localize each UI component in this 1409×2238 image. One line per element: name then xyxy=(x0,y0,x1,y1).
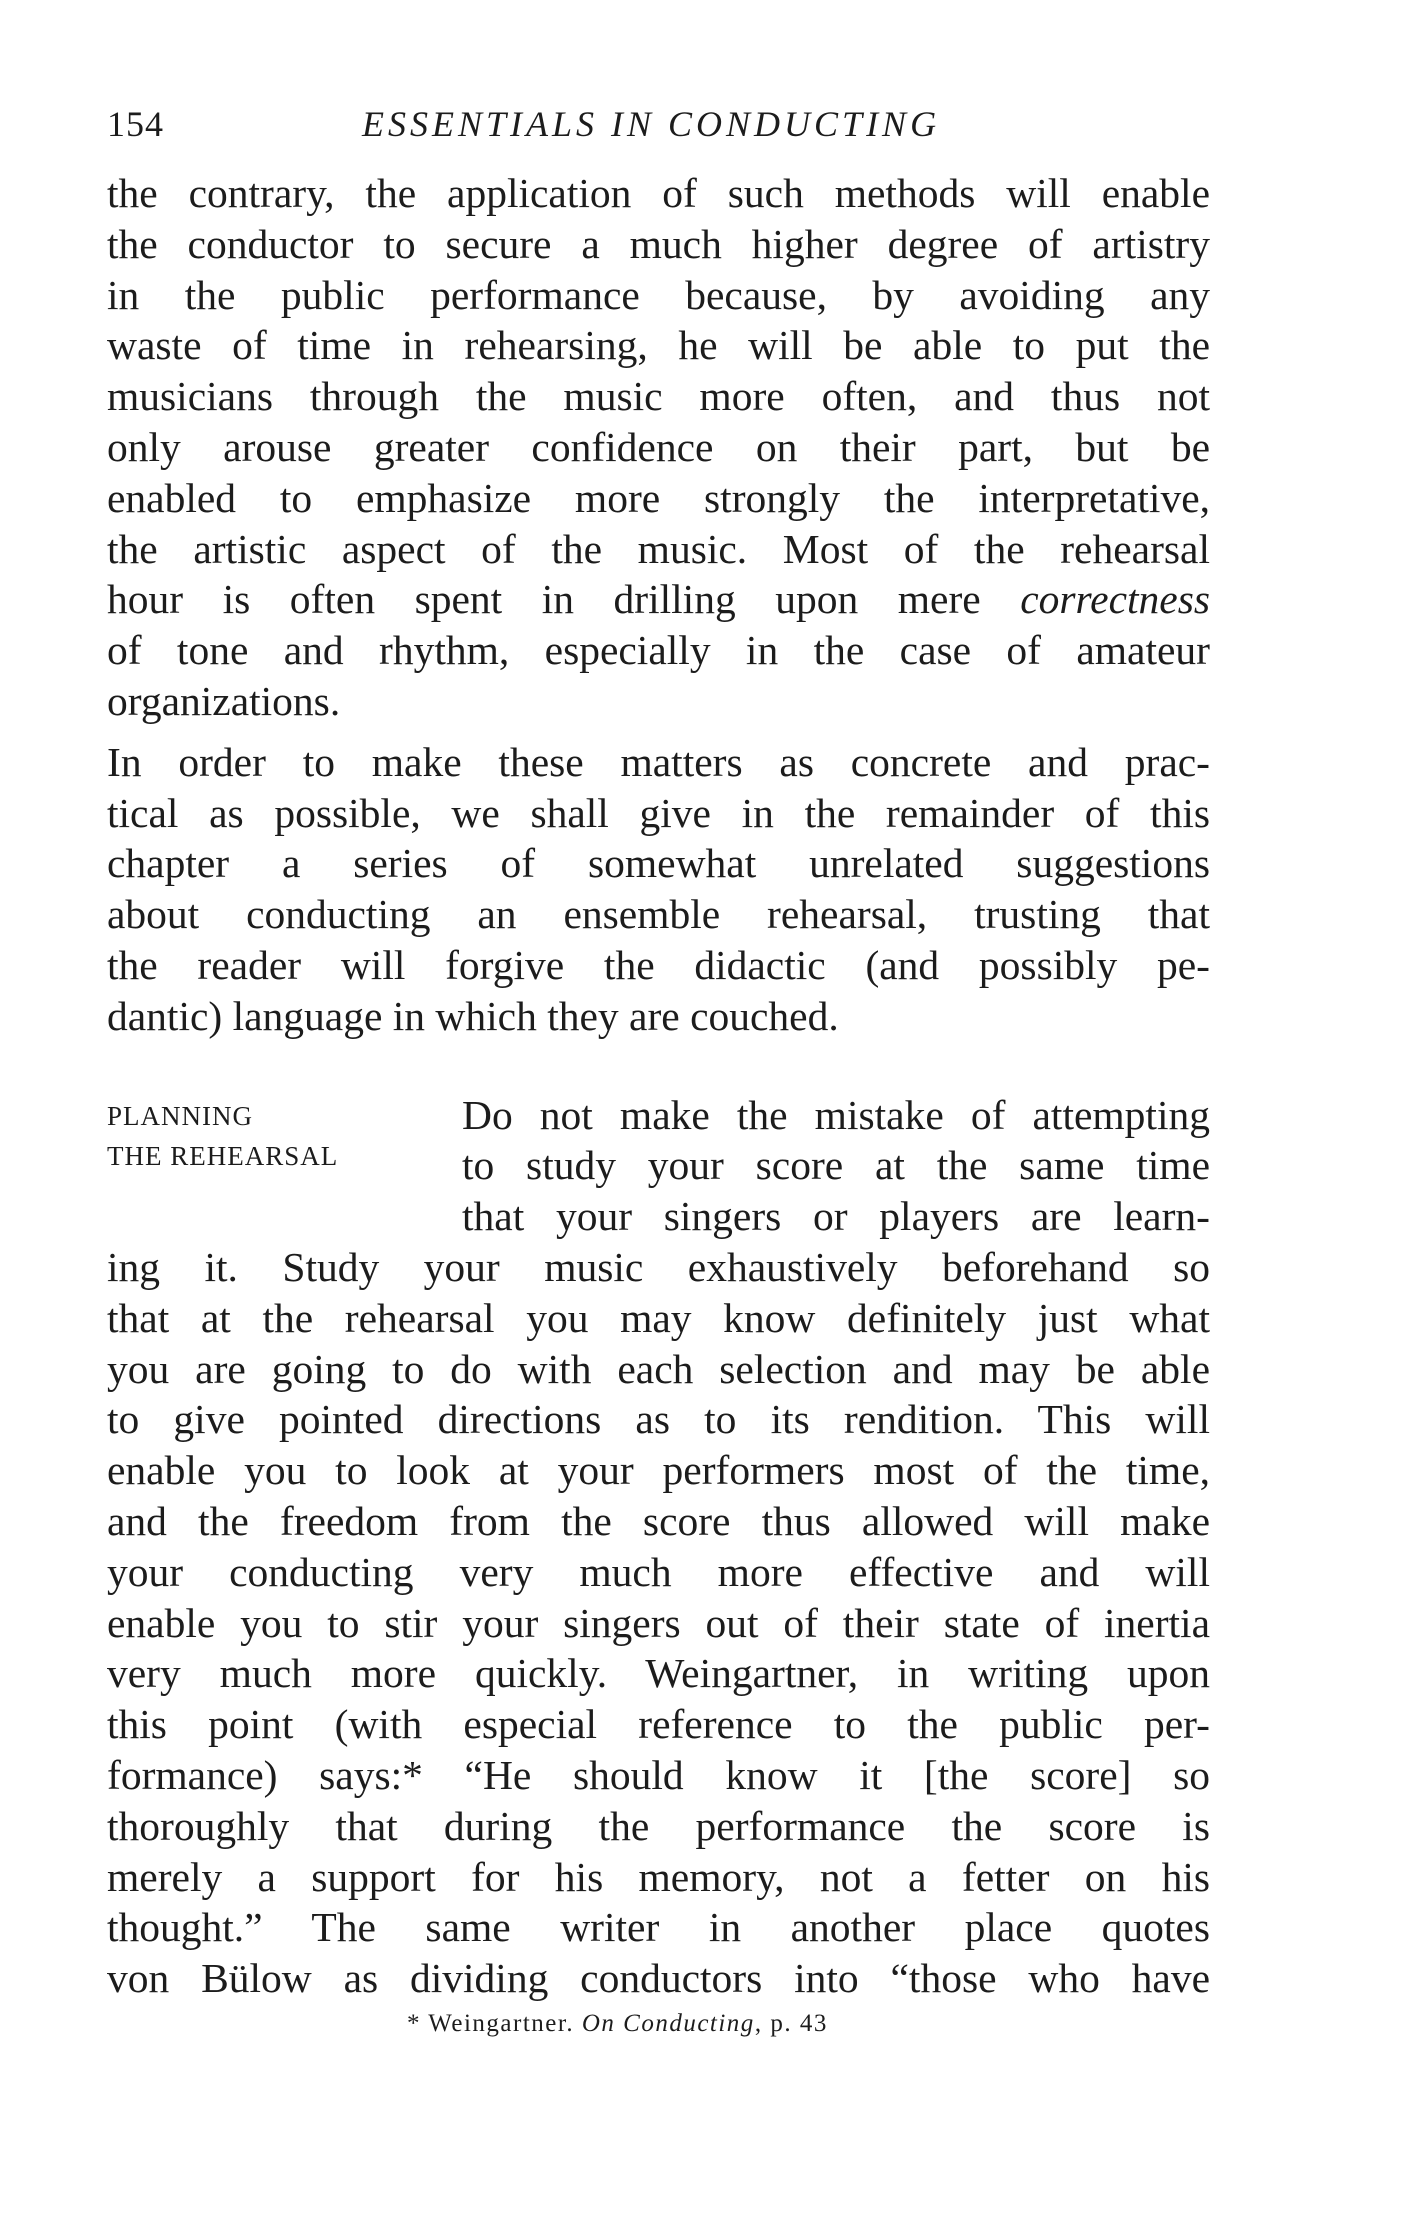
text-line: you are going to do with each selection and may be able xyxy=(107,1345,1210,1392)
text-line: the conductor to secure a much higher degree of artistry xyxy=(107,220,1210,267)
text-line: very much more quickly. Weingartner, in writing upon xyxy=(107,1650,1210,1697)
page-number: 154 xyxy=(107,104,164,144)
section-body xyxy=(107,1242,1210,2004)
text-line: waste of time in rehearsing, he will be able to put the xyxy=(107,322,1210,369)
text-line: that at the rehearsal you may know definitely just what xyxy=(107,1294,1210,1341)
text-line: chapter a series of somewhat unrelated suggestions xyxy=(107,840,1210,887)
hanging-text xyxy=(462,1090,1210,1242)
text-line: enabled to emphasize more strongly the interpretative, xyxy=(107,474,1210,521)
text-line: von Bülow as dividing conductors into “those who have xyxy=(107,1955,1210,2002)
section-planning-rehearsal xyxy=(107,1090,1210,2004)
emphasis-correctness: correctness xyxy=(1020,576,1210,623)
text-line: musicians through the music more often, and thus not xyxy=(107,373,1210,420)
side-heading-line: PLANNING xyxy=(107,1100,253,1131)
text-line: only arouse greater confidence on their part, but be xyxy=(107,423,1210,470)
running-title: ESSENTIALS IN CONDUCTING xyxy=(362,104,941,144)
text-line: this point (with especial reference to the public per- xyxy=(107,1701,1210,1748)
text-line: Do not make the mistake of attempting xyxy=(462,1091,1210,1138)
text-line: enable you to look at your performers most of the time, xyxy=(107,1447,1210,1494)
text-line: the contrary, the application of such methods will enable xyxy=(107,170,1210,216)
footnote xyxy=(407,2010,828,2038)
text-line: in the public performance because, by avoiding any xyxy=(107,271,1210,318)
text-line xyxy=(107,574,1210,625)
text-line: thoroughly that during the performance the score is xyxy=(107,1802,1210,1849)
text-line: and the freedom from the score thus allowed will make xyxy=(107,1497,1210,1544)
text-line: to study your score at the same time xyxy=(462,1142,1210,1189)
text-run: hour is often spent in drilling upon mere xyxy=(107,576,1021,623)
text-line: the artistic aspect of the music. Most of the rehearsal xyxy=(107,525,1210,572)
footnote-book-title: On Conducting xyxy=(581,2010,755,2037)
footnote-text: , p. 43 xyxy=(754,2010,828,2037)
side-heading-line: THE REHEARSAL xyxy=(107,1140,339,1171)
text-line: tical as possible, we shall give in the remainder of this xyxy=(107,789,1210,836)
text-line: enable you to stir your singers out of their state of inertia xyxy=(107,1599,1210,1646)
text-line: to give pointed directions as to its rendition. This will xyxy=(107,1396,1210,1443)
text-line: of tone and rhythm, especially in the case of amateur xyxy=(107,627,1210,674)
footnote-text: * Weingartner. xyxy=(407,2010,582,2037)
text-line: about conducting an ensemble rehearsal, trusting that xyxy=(107,891,1210,938)
text-line: formance) says:* “He should know it [the score] so xyxy=(107,1751,1210,1798)
text-line: dantic) language in which they are couched. xyxy=(107,992,839,1039)
paragraph-1 xyxy=(107,168,1210,727)
text-line: merely a support for his memory, not a fetter on his xyxy=(107,1853,1210,1900)
text-line: that your singers or players are learn- xyxy=(462,1193,1210,1240)
text-line: thought.” The same writer in another place quotes xyxy=(107,1904,1210,1951)
side-heading xyxy=(107,1096,427,1176)
text-line: the reader will forgive the didactic (and possibly pe- xyxy=(107,941,1210,988)
running-head xyxy=(107,94,1210,154)
paragraph-2 xyxy=(107,737,1210,1042)
text-line: ing it. Study your music exhaustively beforehand so xyxy=(107,1243,1210,1290)
text-line: organizations. xyxy=(107,677,341,724)
book-page xyxy=(107,94,1210,2037)
text-line: In order to make these matters as concrete and prac- xyxy=(107,738,1210,785)
text-line: your conducting very much more effective and will xyxy=(107,1548,1210,1595)
